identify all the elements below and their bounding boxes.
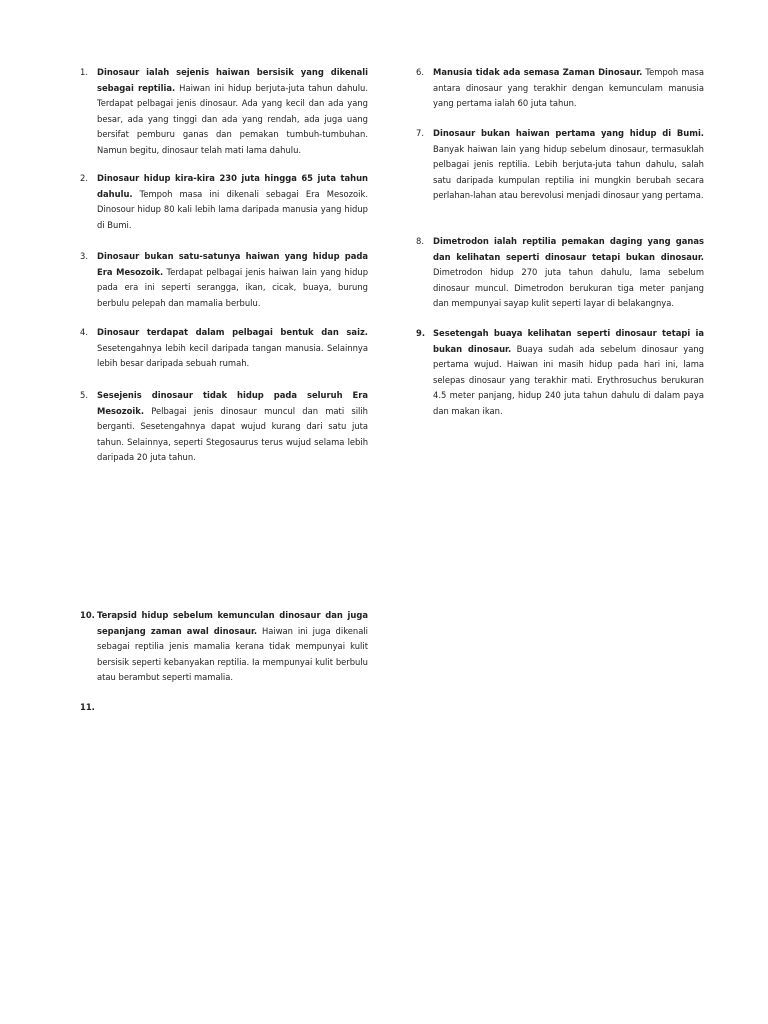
item-body: [97, 171, 368, 233]
item-lead: Dinosaur bukan haiwan pertama yang hidup di Bumi.: [433, 128, 704, 138]
list-item: [416, 65, 704, 112]
item-number: 4.: [80, 327, 88, 337]
item-lead: Dinosaur terdapat dalam pelbagai bentuk dan saiz.: [97, 327, 368, 337]
list-item: [80, 65, 368, 159]
item-lead: Dinosaur bukan satu-satunya haiwan yang hidup pada Era Mesozoik.: [97, 251, 368, 277]
item-text: Sesetengahnya lebih kecil daripada tangan manusia. Selainnya lebih besar daripada sebuah rumah.: [97, 342, 368, 369]
item-text: Buaya sudah ada sebelum dinosaur yang pertama wujud. Haiwan ini masih hidup pada hari ini, lama selepas dinosaur yang terakhir mati. Erythrosuchus berukuran 4.5 meter panjang, hidup 240 juta tahun dahulu di dalam paya dan makan ikan.: [433, 343, 704, 416]
item-body: [97, 65, 368, 159]
item-number: 2.: [80, 173, 88, 183]
item-text: Haiwan ini hidup berjuta-juta tahun dahulu. Terdapat pelbagai jenis dinosaur. Ada yang kecil dan ada yang besar, ada yang tinggi dan ada yang rendah, ada juga uang bersifat pemburu ganas dan pemakan tumbuh-tumbuhan. Namun begitu, dinosaur telah mati lama dahulu.: [97, 82, 369, 155]
item-number: 7.: [416, 128, 424, 138]
item-number: 3.: [80, 251, 88, 261]
item-body: [433, 326, 704, 420]
item-body: [97, 249, 368, 311]
list-item: [416, 126, 704, 204]
item-number: 11.: [80, 702, 95, 712]
item-lead: Dinosaur ialah sejenis haiwan bersisik yang dikenali sebagai reptilia.: [97, 67, 368, 93]
item-number: 9.: [416, 328, 426, 338]
item-text: Tempoh masa ini dikenali sebagai Era Mesozoik. Dinosour hidup 80 kali lebih lama daripada manusia yang hidup di Bumi.: [97, 188, 368, 230]
list-item: [416, 326, 704, 420]
list-item: [80, 325, 368, 372]
item-number: 6.: [416, 67, 424, 77]
item-lead: Dimetrodon ialah reptilia pemakan daging yang ganas dan kelihatan seperti dinosaur tetapi bukan dinosaur.: [433, 236, 704, 262]
item-text: Tempoh masa antara dinosaur yang terakhir dengan kemunculam manusia yang pertama ialah 60 juta tahun.: [433, 67, 705, 109]
item-text: Dimetrodon hidup 270 juta tahun dahulu, lama sebelum dinosaur muncul. Dimetrodon berukuran tiga meter panjang dan mempunyai sayap kulit seperti layar di belakangnya.: [433, 267, 704, 309]
list-item: [80, 388, 368, 466]
item-number: 1.: [80, 67, 88, 77]
item-text: Terdapat pelbagai jenis haiwan lain yang hidup pada era ini seperti serangga, ikan, cicak, buaya, burung berbulu pelepah dan mamalia berbulu.: [97, 266, 369, 308]
item-body: [433, 65, 704, 112]
item-text: Banyak haiwan lain yang hidup sebelum dinosaur, termasuklah pelbagai jenis reptilia. Lebih berjuta-juta tahun dahulu, salah satu daripada kumpulan reptilia ini mungkin berubah secara perlahan-lahan atau berevolusi menjadi dinosaur yang pertama.: [433, 143, 704, 201]
item-lead: Sesejenis dinosaur tidak hidup pada seluruh Era Mesozoik.: [97, 390, 368, 416]
item-text: Pelbagai jenis dinosaur muncul dan mati silih berganti. Sesetengahnya dapat wujud kurang dari satu juta tahun. Selainnya, seperti Stegosaurus terus wujud selama lebih daripada 20 juta tahun.: [97, 405, 368, 463]
item-text: Haiwan ini juga dikenali sebagai reptilia jenis mamalia kerana tidak mempunyai kulit bersisik seperti kebanyakan reptilia. Ia mempunyai kulit berbulu atau berambut seperti mamalia.: [97, 625, 368, 683]
item-lead: Manusia tidak ada semasa Zaman Dinosaur.: [433, 67, 643, 77]
item-body: [97, 325, 368, 372]
item-body: [433, 126, 704, 204]
item-body: [433, 234, 704, 312]
list-item: [80, 608, 368, 686]
list-item: [416, 234, 704, 312]
item-body: [97, 608, 368, 686]
item-number: 8.: [416, 236, 424, 246]
item-lead: Sesetengah buaya kelihatan seperti dinosaur tetapi ia bukan dinosaur.: [433, 328, 704, 354]
item-lead: Terapsid hidup sebelum kemunculan dinosaur dan juga sepanjang zaman awal dinosaur.: [97, 610, 368, 636]
item-lead: Dinosaur hidup kira-kira 230 juta hingga 65 juta tahun dahulu.: [97, 173, 368, 199]
item-body: [97, 388, 368, 466]
item-number: 10.: [80, 610, 95, 620]
item-number: 5.: [80, 390, 88, 400]
list-item: [80, 249, 368, 311]
list-item: [80, 171, 368, 233]
